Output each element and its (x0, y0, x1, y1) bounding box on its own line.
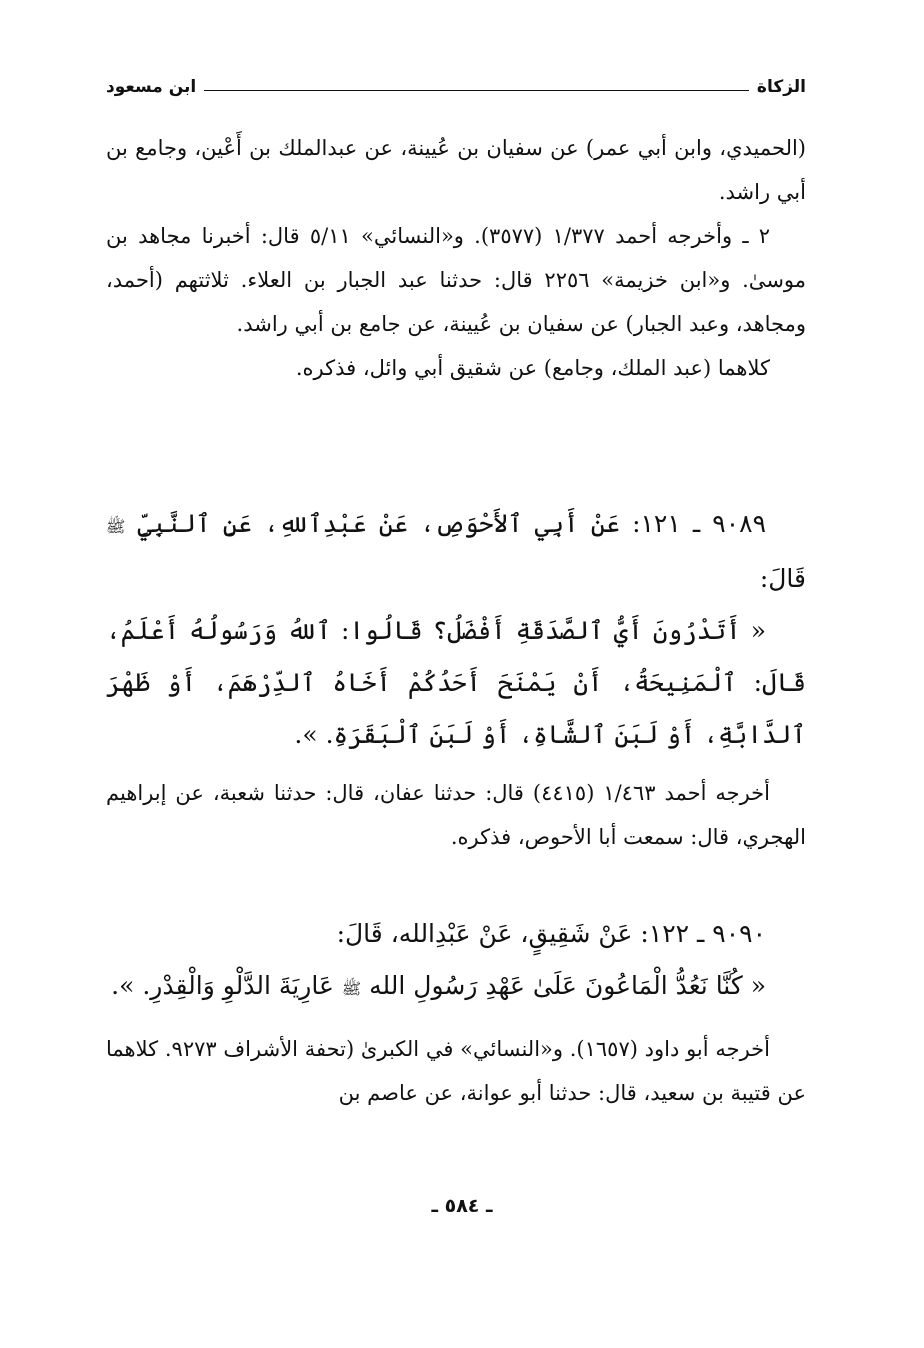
hadith-9089-heading-qala: قَالَ: (759, 564, 806, 593)
header-chapter-title: الزكاة (756, 77, 806, 97)
hadith-9090-matn-end: عَارِيَةَ الدَّلْوِ وَالْقِدْرِ. ». (111, 971, 334, 1000)
hadith-9089-heading-text: ٩٠٨٩ ـ ١٢١: عَنْ أَبِي ٱلأَحْوَصِ، عَنْ عَبْدِٱللهِ، عَنِ ٱلنَّبِيِّ (137, 509, 766, 538)
hadith-9089-heading (106, 498, 806, 605)
page-number: ـ ٥٨٤ ـ (431, 1195, 493, 1217)
hadith-9089-takhrij: أخرجه أحمد ١/٤٦٣ (٤٤١٥) قال: حدثنا عفان، قال: حدثنا شعبة، عن إبراهيم الهجري، قال: سمعت أبا الأحوص، فذكره. (106, 781, 806, 849)
intro-paragraph-3: كلاهما (عبد الملك، وجامع) عن شقيق أبي وائل، فذكره. (295, 356, 770, 380)
hadith-9090-heading: ٩٠٩٠ ـ ١٢٢: عَنْ شَقِيقٍ، عَنْ عَبْدِالله، قَالَ: (336, 919, 766, 948)
hadith-9089 (106, 498, 806, 859)
hadith-9090 (106, 908, 806, 1115)
hadith-9089-matn: « أَتَدْرُونَ أَيُّ ٱلصَّدَقَةِ أَفْضَلُ؟ قَالُوا: ٱللهُ وَرَسُولُهُ أَعْلَمُ، قَالَ: ٱلْمَنِيحَةُ، أَنْ يَمْنَحَ أَحَدُكُمْ أَخَاهُ ٱلدِّرْهَمَ، أَوْ ظَهْرَ ٱلدَّابَّةِ، أَوْ لَبَنَ ٱلشَّاةِ، أَوْ لَبَنَ ٱلْبَقَرَةِ. ». (106, 616, 806, 749)
running-header (106, 72, 806, 102)
hadith-9090-takhrij: أخرجه أبو داود (١٦٥٧). و«النسائي» في الكبرىٰ (تحفة الأشراف ٩٢٧٣. كلاهما عن قتيبة بن سعيد، قال: حدثنا أبو عوانة، عن عاصم بن (106, 1037, 806, 1105)
hadith-9090-matn (106, 960, 806, 1015)
salutation-glyph: ﷺ (341, 979, 362, 998)
intro-section (106, 126, 806, 390)
intro-paragraph-1: (الحميدي، وابن أبي عمر) عن سفيان بن عُيينة، عن عبدالملك بن أَعْين، وجامع بن أبي راشد. (106, 136, 806, 204)
salutation-glyph: ﷺ (106, 517, 126, 536)
header-companion-name: ابن مسعود (106, 77, 197, 97)
intro-paragraph-2: ٢ ـ وأخرجه أحمد ١/٣٧٧ (٣٥٧٧). و«النسائي» ٥/١١ قال: أخبرنا مجاهد بن موسىٰ. و«ابن خزيمة» ٢٢٥٦ قال: حدثنا عبد الجبار بن العلاء. ثلاثتهم (أحمد، ومجاهد، وعبد الجبار) عن سفيان بن عُيينة، عن جامع بن أبي راشد. (106, 224, 807, 336)
hadith-9090-matn-text: « كُنَّا نَعُدُّ الْمَاعُونَ عَلَىٰ عَهْدِ رَسُولِ الله (369, 971, 766, 1000)
header-rule (204, 90, 749, 91)
